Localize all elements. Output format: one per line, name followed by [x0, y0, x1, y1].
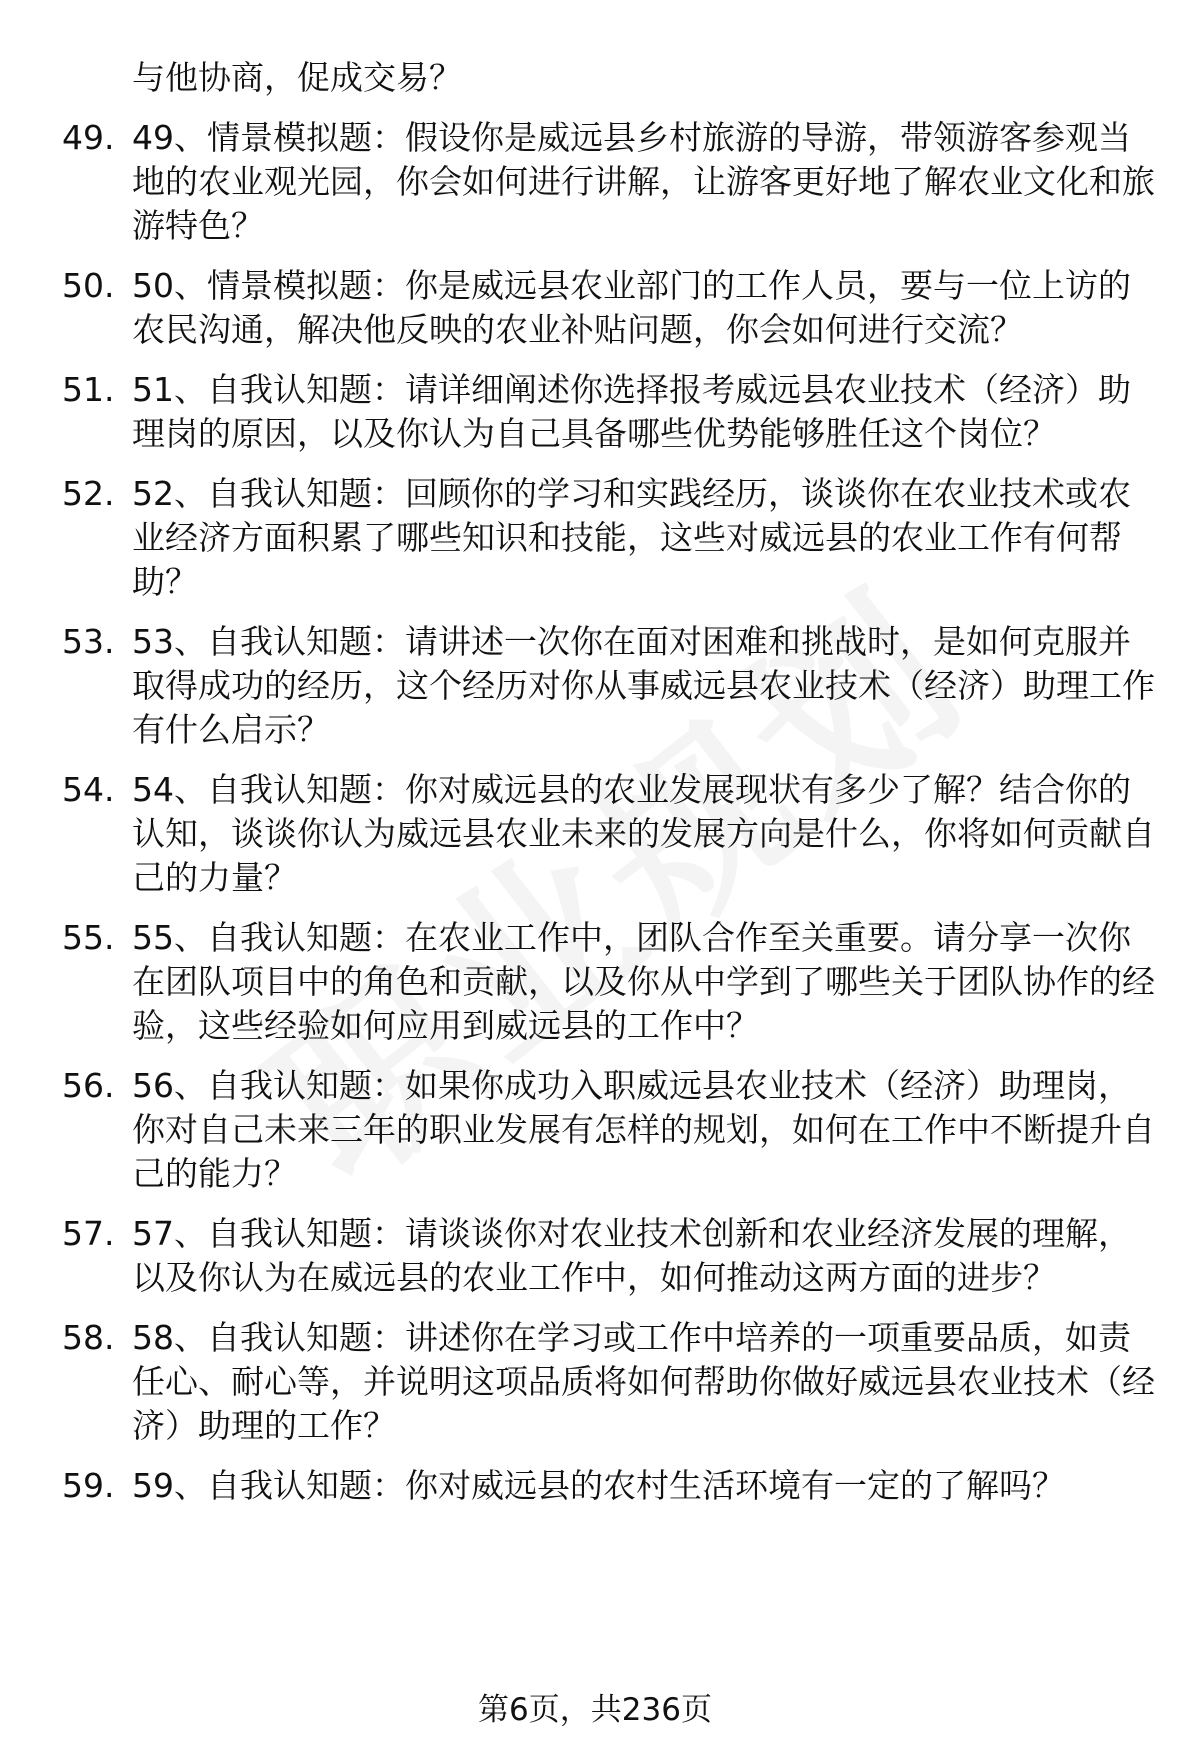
item-text: 57、自我认知题：请谈谈你对农业技术创新和农业经济发展的理解，以及你认为在威远县的农业工作中，如何推动这两方面的进步？ [132, 1214, 1131, 1297]
list-item [62, 1316, 1162, 1448]
list-item [62, 472, 1162, 604]
item-number: 56. [62, 1066, 115, 1105]
list-item [62, 1064, 1162, 1196]
item-text: 51、自我认知题：请详细阐述你选择报考威远县农业技术（经济）助理岗的原因，以及你认为自己具备哪些优势能够胜任这个岗位？ [132, 370, 1131, 453]
list-item [62, 768, 1162, 900]
item-number: 51. [62, 370, 115, 409]
item-number: 59. [62, 1466, 115, 1505]
item-text: 53、自我认知题：请讲述一次你在面对困难和挑战时，是如何克服并取得成功的经历，这个经历对你从事威远县农业技术（经济）助理工作有什么启示？ [132, 622, 1155, 749]
item-text: 55、自我认知题：在农业工作中，团队合作至关重要。请分享一次你在团队项目中的角色和贡献，以及你从中学到了哪些关于团队协作的经验，这些经验如何应用到威远县的工作中？ [132, 918, 1155, 1045]
item-text: 50、情景模拟题：你是威远县农业部门的工作人员，要与一位上访的农民沟通，解决他反映的农业补贴问题，你会如何进行交流？ [132, 266, 1131, 349]
item-number: 55. [62, 918, 115, 957]
list-item [62, 368, 1162, 456]
list-item [62, 1464, 1162, 1508]
item-number: 50. [62, 266, 115, 305]
item-text: 59、自我认知题：你对威远县的农村生活环境有一定的了解吗？ [132, 1466, 1065, 1505]
item-text: 52、自我认知题：回顾你的学习和实践经历，谈谈你在农业技术或农业经济方面积累了哪些知识和技能，这些对威远县的农业工作有何帮助？ [132, 474, 1131, 601]
list-item [62, 1212, 1162, 1300]
question-list [62, 56, 1162, 1524]
continuation-text: 与他协商，促成交易？ [132, 58, 462, 97]
item-text: 49、情景模拟题：假设你是威远县乡村旅游的导游，带领游客参观当地的农业观光园，你会如何进行讲解，让游客更好地了解农业文化和旅游特色？ [132, 118, 1155, 245]
item-number: 54. [62, 770, 115, 809]
item-number: 49. [62, 118, 115, 157]
page-footer: 第6页，共236页 [478, 1692, 712, 1728]
item-text: 56、自我认知题：如果你成功入职威远县农业技术（经济）助理岗，你对自己未来三年的职业发展有怎样的规划，如何在工作中不断提升自己的能力？ [132, 1066, 1155, 1193]
item-number: 57. [62, 1214, 115, 1253]
item-number: 53. [62, 622, 115, 661]
item-number: 58. [62, 1318, 115, 1357]
list-item [62, 116, 1162, 248]
item-text: 58、自我认知题：讲述你在学习或工作中培养的一项重要品质，如责任心、耐心等，并说明这项品质将如何帮助你做好威远县农业技术（经济）助理的工作？ [132, 1318, 1155, 1445]
item-number: 52. [62, 474, 115, 513]
list-item [62, 620, 1162, 752]
list-item [62, 264, 1162, 352]
item-text: 54、自我认知题：你对威远县的农业发展现状有多少了解？结合你的认知，谈谈你认为威远县农业未来的发展方向是什么，你将如何贡献自己的力量？ [132, 770, 1155, 897]
list-item [62, 916, 1162, 1048]
